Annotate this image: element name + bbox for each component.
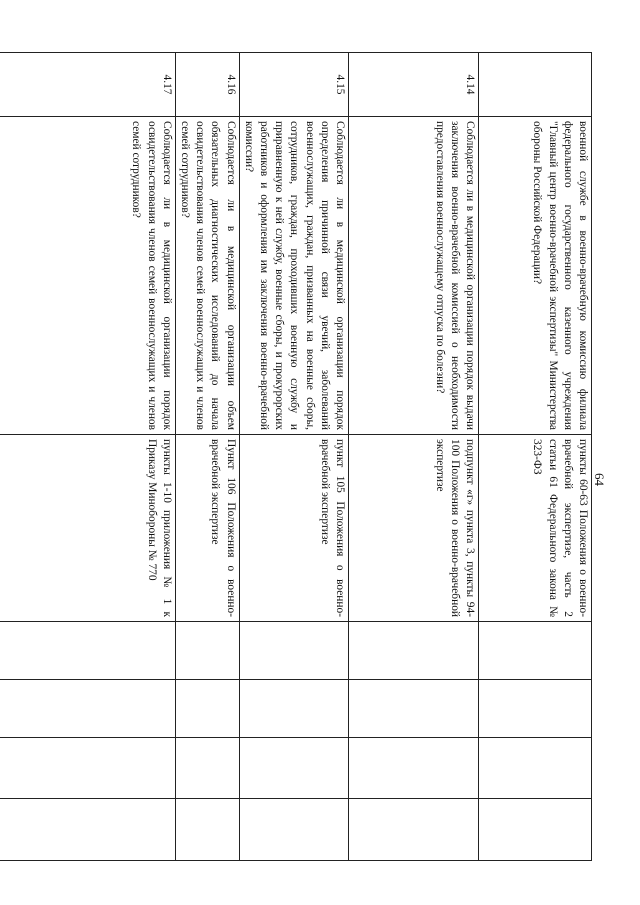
- answer-cell-yes[interactable]: [479, 622, 592, 680]
- answer-cell-na[interactable]: [175, 738, 239, 799]
- reference-cell: пункты 60-63 Положения о военно-врачебной экспертизе, часть 2 статьи 61 Федерального закона № 323-ФЗ: [479, 435, 592, 622]
- answer-cell-no[interactable]: [239, 680, 348, 738]
- table-row: [349, 53, 479, 861]
- page-number: 64: [592, 473, 607, 486]
- answer-cell-yes[interactable]: [239, 622, 348, 680]
- reference-cell: пункты 1-10 приложения № 1 к Приказу Минобороны № 770: [0, 435, 175, 622]
- answer-cell-na[interactable]: [239, 738, 348, 799]
- rotated-table-wrapper: [47, 52, 592, 860]
- question-cell: Соблюдается ли в медицинской организации объем обязательных диагностических исследований до начала освидетельствования членов семей военнослужащих и членов семей сотрудников?: [175, 117, 239, 435]
- checklist-table: [0, 52, 592, 861]
- answer-cell-na[interactable]: [349, 738, 479, 799]
- question-cell: Соблюдается ли в медицинской организации порядок освидетельствования членов семей военнослужащих и членов семей сотрудников?: [0, 117, 175, 435]
- answer-cell-yes[interactable]: [0, 622, 175, 680]
- notes-cell[interactable]: [239, 799, 348, 861]
- table-row: [0, 53, 175, 861]
- notes-cell[interactable]: [175, 799, 239, 861]
- question-cell: военной службе в военно-врачебную комиссию филиала федерального государственного казенного учреждения "Главный центр военно-врачебной экспертизы" Министерства обороны Российской Федерации?: [479, 117, 592, 435]
- row-number: 4.16: [175, 53, 239, 117]
- table-row: [175, 53, 239, 861]
- table-row: [479, 53, 592, 861]
- reference-cell: Пункт 106 Положения о военно-врачебной экспертизе: [175, 435, 239, 622]
- notes-cell[interactable]: [0, 799, 175, 861]
- question-cell: Соблюдается ли в медицинской организации порядок определения причинной связи увечий, заболеваний военнослужащих, граждан, призванных на военные сборы, сотрудников, граждан, проходивших военную службу и приравненную к ней службу, военные сборы, и прокурорских работников и оформления им заключения военно-врачебной комиссии?: [239, 117, 348, 435]
- notes-cell[interactable]: [349, 799, 479, 861]
- reference-cell: пункт 105 Положения о военно-врачебной экспертизе: [239, 435, 348, 622]
- reference-cell: подпункт «г» пункта 3, пункты 94-100 Положения о военно-врачебной экспертизе: [349, 435, 479, 622]
- answer-cell-no[interactable]: [349, 680, 479, 738]
- row-number: 4.17: [0, 53, 175, 117]
- answer-cell-yes[interactable]: [175, 622, 239, 680]
- answer-cell-no[interactable]: [175, 680, 239, 738]
- row-number: 4.15: [239, 53, 348, 117]
- answer-cell-no[interactable]: [479, 680, 592, 738]
- notes-cell[interactable]: [479, 799, 592, 861]
- row-number: [479, 53, 592, 117]
- answer-cell-na[interactable]: [479, 738, 592, 799]
- table-row: [239, 53, 348, 861]
- question-cell: Соблюдается ли в медицинской организации порядок выдачи заключения военно-врачебной комиссией о необходимости предоставления военнослужащему отпуска по болезни?: [349, 117, 479, 435]
- answer-cell-na[interactable]: [0, 738, 175, 799]
- answer-cell-no[interactable]: [0, 680, 175, 738]
- row-number: 4.14: [349, 53, 479, 117]
- answer-cell-yes[interactable]: [349, 622, 479, 680]
